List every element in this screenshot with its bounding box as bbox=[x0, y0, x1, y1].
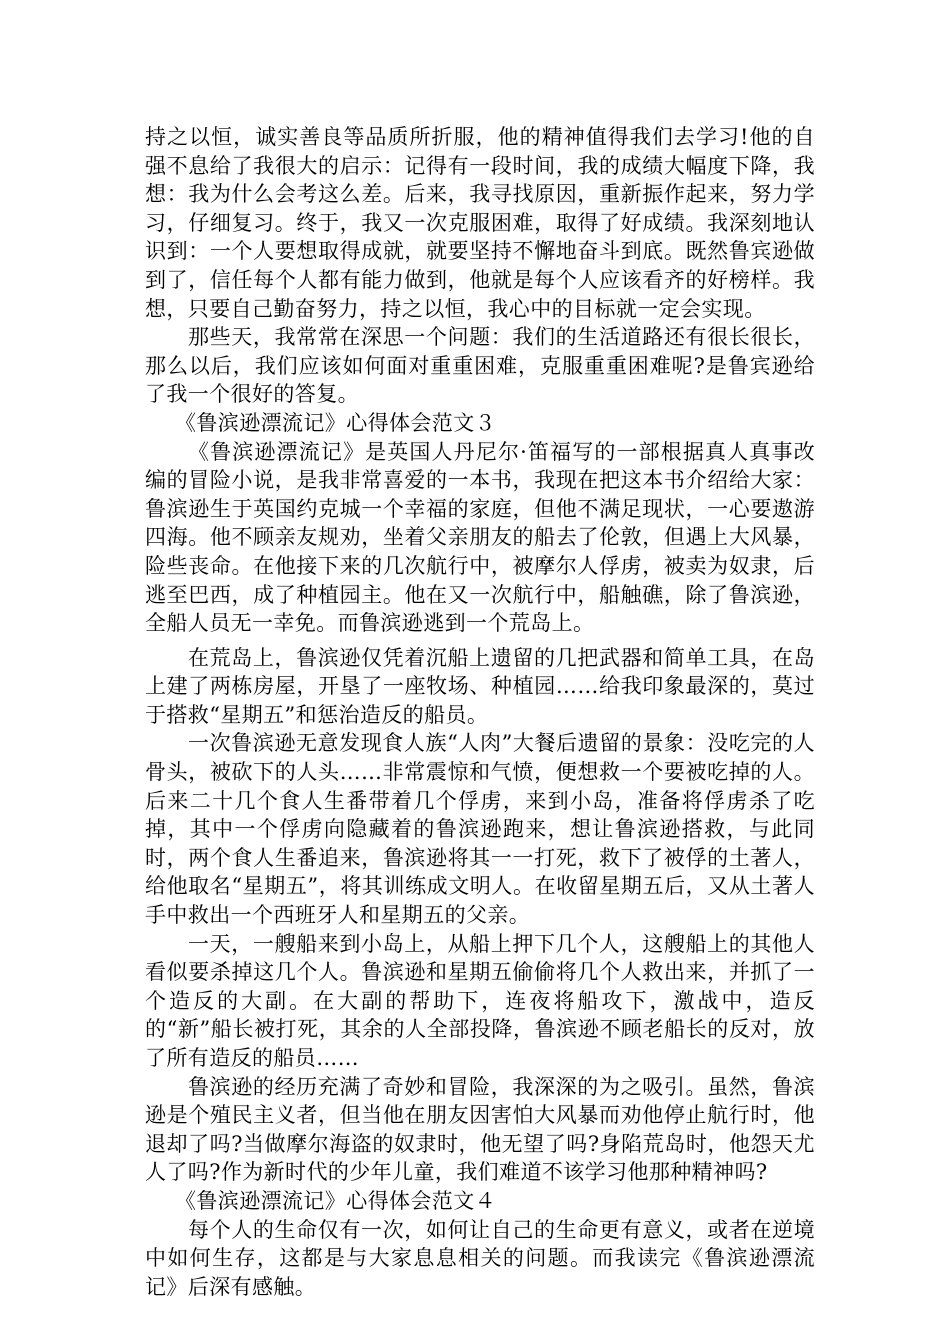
paragraph: 一次鲁滨逊无意发现食人族“人肉”大餐后遗留的景象：没吃完的人骨头，被砍下的人头……非常震惊和气愤，便想救一个要被吃掉的人。后来二十几个食人生番带着几个俘虏，来到小岛，准备将俘虏杀了吃掉，其中一个俘虏向隐藏着的鲁滨逊跑来，想让鲁滨逊搭救，与此同时，两个食人生番追来，鲁滨逊将其一一打死，救下了被俘的土著人，给他取名“星期五”，将其训练成文明人。在收留星期五后，又从土著人手中救出一个西班牙人和星期五的父亲。 bbox=[145, 731, 815, 928]
paragraph: 《鲁滨逊漂流记》是英国人丹尼尔·笛福写的一部根据真人真事改编的冒险小说，是我非常喜爱的一本书，我现在把这本书介绍给大家：鲁滨逊生于英国约克城一个幸福的家庭，但他不满足现状，一心要遨游四海。他不顾亲友规劝，坐着父亲朋友的船去了伦敦，但遇上大风暴，险些丧命。在他接下来的几次航行中，被摩尔人俘虏，被卖为奴隶，后逃至巴西，成了种植园主。他在又一次航行中，船触礁，除了鲁滨逊，全船人员无一幸免。而鲁滨逊逃到一个荒岛上。 bbox=[145, 439, 815, 636]
section-heading: 《鲁滨逊漂流记》心得体会范文４ bbox=[175, 1188, 496, 1213]
paragraph: 那些天，我常常在深思一个问题：我们的生活道路还有很长很长，那么以后，我们应该如何面对重重困难，克服重重困难呢?是鲁宾逊给了我一个很好的答复。 bbox=[145, 325, 815, 407]
document-body bbox=[145, 123, 815, 1301]
paragraph: 持之以恒，诚实善良等品质所折服，他的精神值得我们去学习!他的自强不息给了我很大的启示：记得有一段时间，我的成绩大幅度下降，我想：我为什么会考这么差。后来，我寻找原因，重新振作起来，努力学习，仔细复习。终于，我又一次克服困难，取得了好成绩。我深刻地认识到：一个人要想取得成就，就要坚持不懈地奋斗到底。既然鲁宾逊做到了，信任每个人都有能力做到，他就是每个人应该看齐的好榜样。我想，只要自己勤奋努力，持之以恒，我心中的目标就一定会实现。 bbox=[145, 125, 815, 321]
section-heading: 《鲁滨逊漂流记》心得体会范文３ bbox=[175, 410, 496, 435]
paragraph: 在荒岛上，鲁滨逊仅凭着沉船上遗留的几把武器和简单工具，在岛上建了两栋房屋，开垦了一座牧场、种植园……给我印象最深的，莫过于搭救“星期五”和惩治造反的船员。 bbox=[145, 645, 815, 727]
paragraph: 一天，一艘船来到小岛上，从船上押下几个人，这艘船上的其他人看似要杀掉这几个人。鲁滨逊和星期五偷偷将几个人救出来，并抓了一个造反的大副。在大副的帮助下，连夜将船攻下，激战中，造反的“新”船长被打死，其余的人全部投降，鲁滨逊不顾老船长的反对，放了所有造反的船员…… bbox=[145, 931, 815, 1070]
paragraph: 鲁滨逊的经历充满了奇妙和冒险，我深深的为之吸引。虽然，鲁滨逊是个殖民主义者，但当他在朋友因害怕大风暴而劝他停止航行时，他退却了吗?当做摩尔海盗的奴隶时，他无望了吗?身陷荒岛时，他怨天尤人了吗?作为新时代的少年儿童，我们难道不该学习他那种精神吗? bbox=[145, 1074, 815, 1185]
paragraph: 每个人的生命仅有一次，如何让自己的生命更有意义，或者在逆境中如何生存，这都是与大家息息相关的问题。而我读完《鲁滨逊漂流记》后深有感触。 bbox=[145, 1217, 815, 1299]
